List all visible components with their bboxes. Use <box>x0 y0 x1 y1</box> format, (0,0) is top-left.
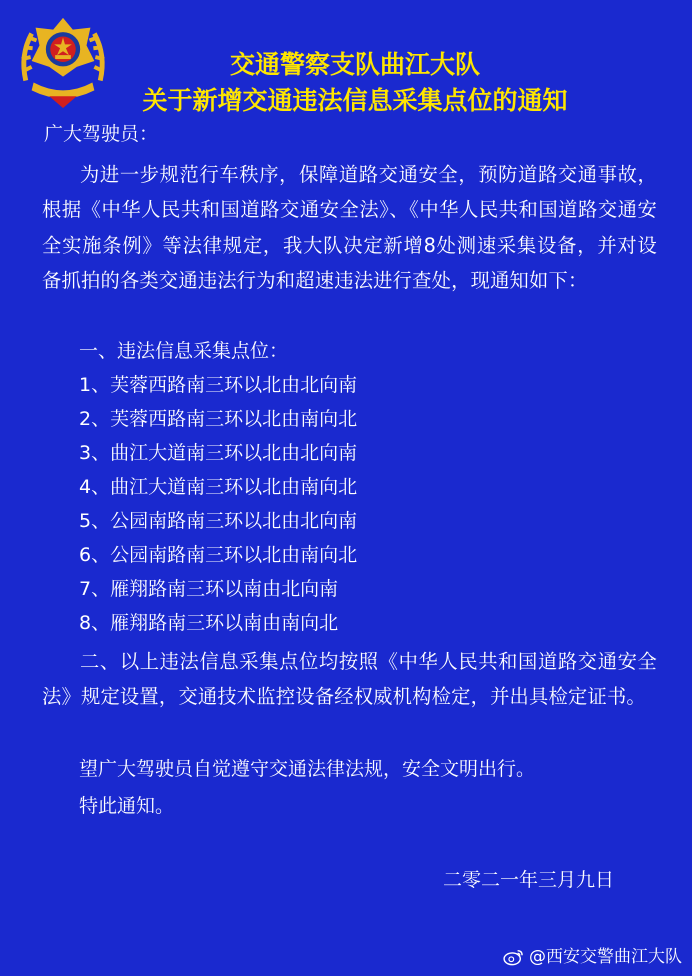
notice-title-line1: 交通警察支队曲江大队 <box>229 50 480 79</box>
weibo-watermark <box>503 945 682 969</box>
location-item: 6、公园南路南三环以北由南向北 <box>79 544 358 566</box>
intro-paragraph: 为进一步规范行车秩序，保障道路交通安全，预防道路交通事故，根据《中华人民共和国道路交通安全法》、《中华人民共和国道路交通安全实施条例》等法律规定，我大队决定新增8处测速采集设备，并对设备抓拍的各类交通违法行为和超速违法进行查处，现通知如下： <box>42 163 657 293</box>
appeal-text: 望广大驾驶员自觉遵守交通法律法规，安全文明出行。 <box>79 758 536 780</box>
location-item: 1、芙蓉西路南三环以北由北向南 <box>79 374 358 396</box>
section2-paragraph: 二、以上违法信息采集点位均按照《中华人民共和国道路交通安全法》规定设置，交通技术监控设备经权威机构检定，并出具检定证书。 <box>42 650 657 709</box>
weibo-icon <box>503 948 525 966</box>
salutation: 广大驾驶员： <box>44 123 159 145</box>
location-item: 8、雁翔路南三环以南由南向北 <box>79 612 339 634</box>
location-item: 4、曲江大道南三环以北由南向北 <box>79 476 358 498</box>
location-item: 2、芙蓉西路南三环以北由南向北 <box>79 408 358 430</box>
location-item: 7、雁翔路南三环以南由北向南 <box>79 578 339 600</box>
section1-heading: 一、违法信息采集点位： <box>79 340 289 362</box>
notice-date: 二零二一年三月九日 <box>443 869 615 891</box>
location-item: 5、公园南路南三环以北由北向南 <box>79 510 358 532</box>
location-item: 3、曲江大道南三环以北由北向南 <box>79 442 358 464</box>
notice-title-line2: 关于新增交通违法信息采集点位的通知 <box>142 86 568 115</box>
weibo-account: @西安交警曲江大队 <box>529 947 682 967</box>
closing-text: 特此通知。 <box>79 795 175 817</box>
